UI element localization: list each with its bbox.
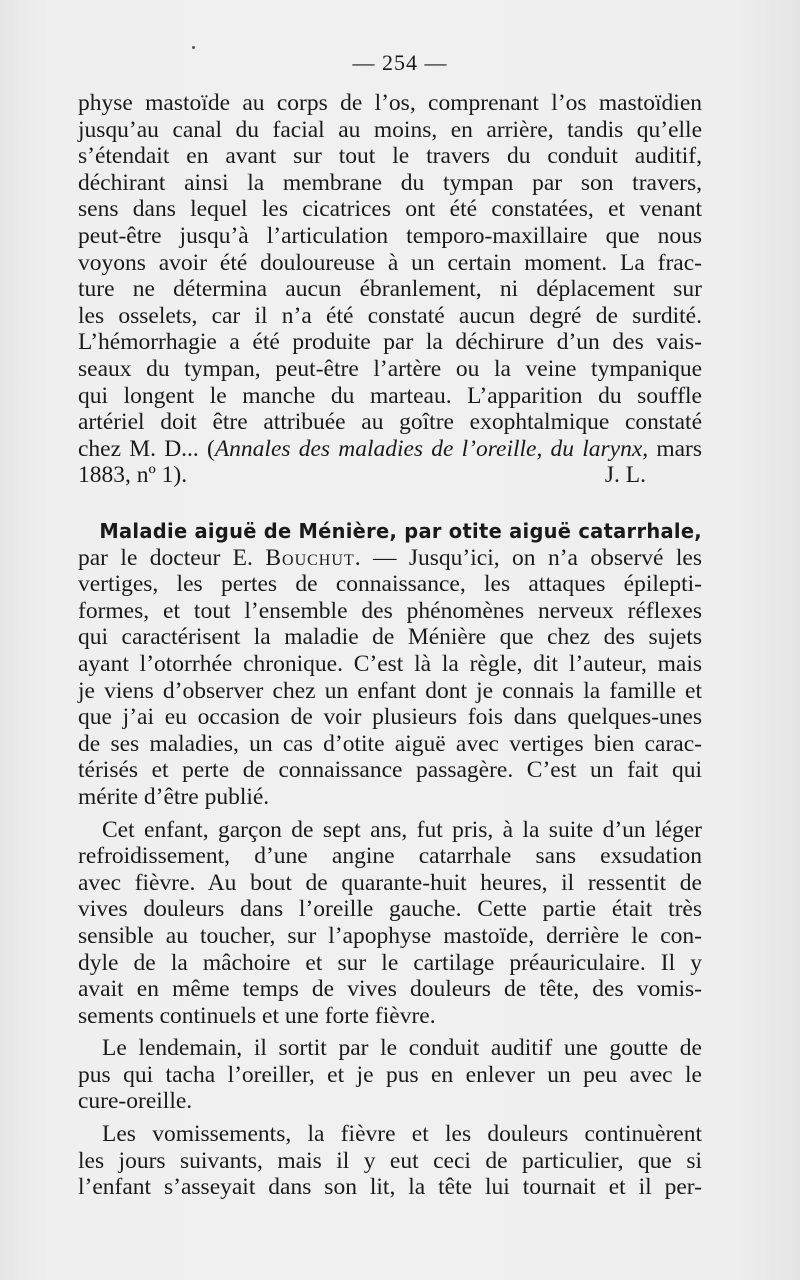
text-line: seaux du tympan, peut-être l’artère ou la veine tympanique	[78, 355, 702, 382]
text-line: Le lendemain, il sortit par le conduit auditif une goutte de	[102, 1035, 702, 1062]
page-number: — 254 —	[352, 50, 448, 75]
text-line: artériel doit être attribuée au goître exophtalmique constaté	[78, 409, 702, 436]
text-line: ture ne détermina aucun ébranlement, ni déplacement sur	[78, 276, 702, 303]
author-line	[78, 545, 702, 572]
text-line: physe mastoïde au corps de l’os, comprenant l’os mastoïdien	[78, 90, 702, 116]
text-line: qui longent le manche du marteau. L’apparition du souffle	[78, 382, 702, 409]
author-suffix: . — Jusqu’ici, on n’a observé les	[354, 544, 702, 571]
text-line: sensible au toucher, sur l’apophyse mastoïde, derrière le con-	[78, 922, 702, 949]
text-line: térisés et perte de connaissance passagère. C’est un fait qui	[78, 757, 702, 784]
journal-title: Annales des maladies de l’oreille, du larynx,	[214, 435, 649, 462]
text-line: mérite d’être publié.	[78, 783, 270, 810]
text-line: que j’ai eu occasion de voir plusieurs fois dans quelques-unes	[78, 704, 702, 731]
text-line: vives douleurs dans l’oreille gauche. Cette partie était très	[78, 896, 702, 923]
text-line: de ses maladies, un cas d’otite aiguë avec vertiges bien carac-	[78, 730, 702, 757]
text-line: voyons avoir été douloureuse à un certain moment. La frac-	[78, 249, 702, 276]
citation-line	[78, 436, 702, 463]
text-line: sements continuels et une forte fièvre.	[78, 1002, 436, 1029]
text-line: ayant l’otorrhée chronique. C’est là la règle, dit l’auteur, mais	[78, 650, 702, 677]
article-meniere	[78, 518, 702, 1201]
citation-date: 1883, nº 1).	[78, 462, 188, 489]
text-line: formes, et tout l’ensemble des phénomènes nerveux réflexes	[78, 597, 702, 624]
article-title-line	[78, 518, 702, 545]
author-prefix: par le docteur E.	[78, 544, 266, 571]
text-line: Les vomissements, la fièvre et les douleurs continuèrent	[102, 1121, 702, 1148]
text-line: qui caractérisent la maladie de Ménière que chez des sujets	[78, 624, 702, 651]
text-line: refroidissement, d’une angine catarrhale sans exsudation	[78, 843, 702, 870]
text-line: pus qui tacha l’oreiller, et je pus en enlever un peu avec le	[78, 1061, 702, 1088]
text-line: avec fièvre. Au bout de quarante-huit heures, il ressentit de	[78, 869, 702, 896]
ink-speck	[192, 46, 195, 49]
text-line: jusqu’au canal du facial au moins, en arrière, tandis qu’elle	[78, 116, 702, 143]
signature-line	[78, 462, 702, 489]
text-line: les osselets, car il n’a été constaté aucun degré de surdité.	[78, 302, 702, 329]
text-line: sens dans lequel les cicatrices ont été constatées, et venant	[78, 196, 702, 223]
text-line: peut-être jusqu’à l’articulation temporo-maxillaire que nous	[78, 222, 702, 249]
text-line: l’enfant s’asseyait dans son lit, la tête lui tournait et il per-	[78, 1174, 702, 1201]
text-line: L’hémorrhagie a été produite par la déchirure d’un des vais-	[78, 329, 702, 356]
text-line: déchirant ainsi la membrane du tympan par son travers,	[78, 169, 702, 196]
text-line: dyle de la mâchoire et sur le cartilage préauriculaire. Il y	[78, 949, 702, 976]
text-line: s’étendait en avant sur tout le travers du conduit auditif,	[78, 143, 702, 170]
text-line: cure-oreille.	[78, 1088, 193, 1115]
citation-suffix: mars	[648, 435, 703, 462]
text-line: avait en même temps de vives douleurs de tête, des vomis-	[78, 976, 702, 1003]
citation-prefix: chez M. D... (	[78, 435, 215, 462]
text-line: je viens d’observer chez un enfant dont je connais la famille et	[78, 677, 702, 704]
continued-paragraph	[78, 90, 702, 489]
text-line: vertiges, les pertes de connaissance, les attaques épilepti-	[78, 571, 702, 598]
text-line: Cet enfant, garçon de sept ans, fut pris, à la suite d’un léger	[102, 816, 702, 843]
text-line: les jours suivants, mais il y eut ceci de particulier, que si	[78, 1147, 702, 1174]
author-signature: J. L.	[604, 462, 646, 489]
author-name: Bouchut	[265, 544, 355, 571]
article-title: Maladie aiguë de Ménière, par otite aiguë catarrhale,	[99, 519, 702, 543]
